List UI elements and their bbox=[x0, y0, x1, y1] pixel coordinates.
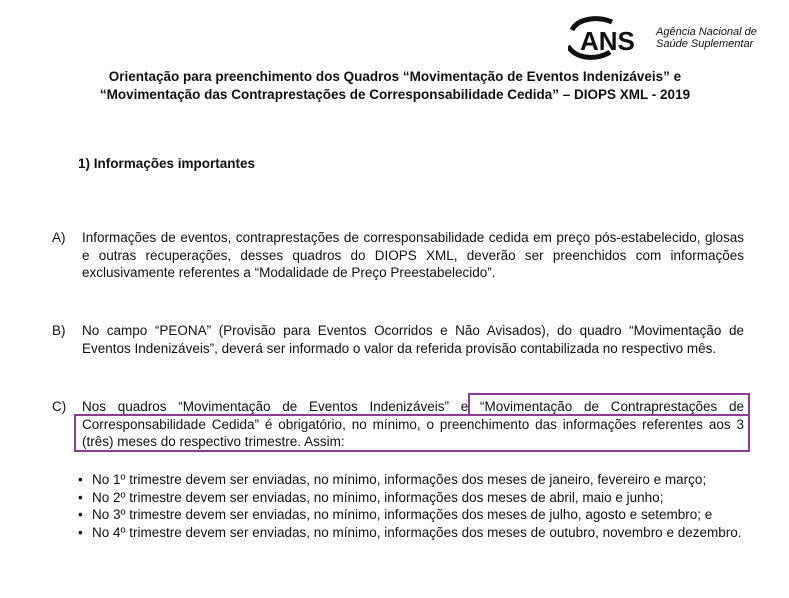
list-item-text: No 4º trimestre devem ser enviadas, no mínimo, informações dos meses de outubro, novembro e dezembro. bbox=[92, 524, 742, 540]
bullet-icon: • bbox=[78, 507, 83, 522]
list-item bbox=[76, 471, 744, 489]
section-heading: 1) Informações importantes bbox=[78, 156, 256, 171]
paragraph-a bbox=[52, 229, 744, 282]
logo-abbr: ANS bbox=[580, 26, 635, 56]
paragraph-text: Nos quadros “Movimentação de Eventos Indenizáveis” e “Movimentação de Contraprestações de Corresponsabilidade Cedida” é obrigatório, no mínimo, o preenchimento das informações referentes aos 3 (três) meses do respectivo trimestre. Assim: bbox=[82, 399, 744, 449]
title-line-1: Orientação para preenchimento dos Quadros “Movimentação de Eventos Indenizáveis” e bbox=[108, 69, 682, 84]
paragraph-text: No campo “PEONA” (Provisão para Eventos Ocorridos e Não Avisados), do quadro “Movimentação de Eventos Indenizáveis”, deverá ser informado o valor da referida provisão contabilizada no respectivo mês. bbox=[82, 323, 744, 356]
highlight-box-top bbox=[468, 393, 750, 416]
paragraph-text: Informações de eventos, contraprestações de corresponsabilidade cedida em preço pós-estabelecido, glosas e outras recuperações, desses quadros do DIOPS XML, deverão ser preenchidos com informações exclusivamente referentes a “Modalidade de Preço Preestabelecido”. bbox=[82, 230, 744, 280]
paragraph-letter: C) bbox=[52, 399, 67, 414]
paragraph-letter: B) bbox=[52, 323, 66, 338]
ans-logo bbox=[568, 16, 758, 60]
list-item-text: No 3º trimestre devem ser enviadas, no mínimo, informações dos meses de julho, agosto e setembro; e bbox=[92, 507, 713, 522]
list-item bbox=[76, 506, 744, 524]
list-item-text: No 1º trimestre devem ser enviadas, no mínimo, informações dos meses de janeiro, fevereiro e março; bbox=[92, 472, 707, 487]
logo-line-2: Saúde Suplementar bbox=[656, 38, 754, 50]
title-line-2: “Movimentação das Contraprestações de Corresponsabilidade Cedida” – DIOPS XML - 2019 bbox=[99, 87, 691, 102]
highlight-box-bottom bbox=[74, 414, 750, 452]
list-item bbox=[76, 489, 744, 507]
paragraph-letter: A) bbox=[52, 230, 66, 245]
list-item-text: No 2º trimestre devem ser enviadas, no mínimo, informações dos meses de abril, maio e junho; bbox=[92, 489, 664, 505]
bullet-icon: • bbox=[78, 524, 83, 540]
bullet-icon: • bbox=[78, 472, 83, 487]
bullet-list bbox=[76, 471, 744, 541]
document-title bbox=[40, 68, 750, 104]
list-item bbox=[76, 524, 744, 542]
ans-logo-mark-icon bbox=[568, 16, 658, 60]
logo-agency-name bbox=[656, 26, 757, 50]
paragraph-b bbox=[52, 322, 744, 357]
bullet-icon: • bbox=[78, 489, 83, 505]
logo-line-1: Agência Nacional de bbox=[656, 26, 757, 38]
